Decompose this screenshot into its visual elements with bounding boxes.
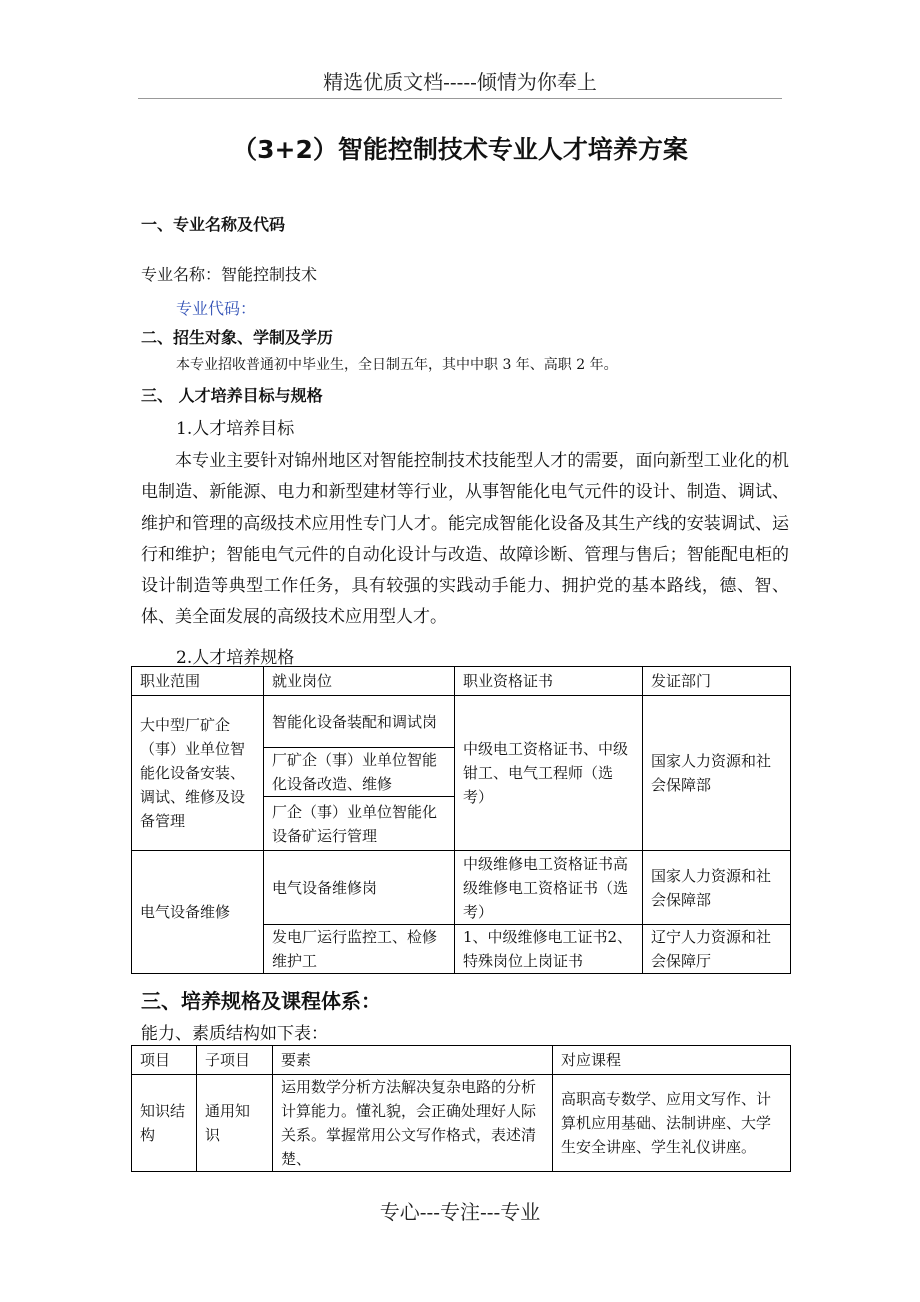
major-code: 专业代码： [176,299,257,318]
section2-text: 本专业招收普通初中毕业生，全日制五年，其中中职 3 年、高职 2 年。 [176,357,618,373]
career-spec-table [131,666,791,974]
certificate-cell: 1、中级维修电工证书2、特殊岗位上岗证书 [455,925,643,974]
section3-heading: 三、 人才培养目标与规格 [141,386,323,405]
table-header-cell: 发证部门 [643,667,791,696]
job-cell: 电气设备维修岗 [264,851,455,925]
training-goal-paragraph: 本专业主要针对锦州地区对智能控制技术技能型人才的需要，面向新型工业化的机电制造、新能源、电力和新型建材等行业，从事智能化电气元件的设计、制造、调试、维护和管理的高级技术应用性专门人才。能完成智能化设备及其生产线的安装调试、运行和维护；智能电气元件的自动化设计与改造、故障诊断、管理与售后；智能配电柜的设计制造等典型工作任务，具有较强的实践动手能力、拥护党的基本路线，德、智、体、美全面发展的高级技术应用型人才。 [141,451,789,628]
table-header-cell: 就业岗位 [264,667,455,696]
ability-structure-table [131,1045,791,1172]
page-footer: 专心---专注---专业 [379,1200,541,1224]
issuer-cell: 国家人力资源和社会保障部 [643,696,791,851]
section4-sub: 能力、素质结构如下表： [141,1024,328,1044]
job-cell: 厂矿企（事）业单位智能化设备改造、维修 [264,748,455,797]
issuer-cell: 辽宁人力资源和社会保障厅 [643,925,791,974]
section3-sub2: 2.人才培养规格 [176,648,295,668]
page-header: 精选优质文档-----倾情为你奉上 [323,70,597,94]
table-header-cell: 对应课程 [553,1046,791,1075]
table-header-cell: 要素 [273,1046,553,1075]
table-header-cell: 职业资格证书 [455,667,643,696]
section1-heading: 一、专业名称及代码 [141,215,286,234]
header-divider [138,98,782,99]
certificate-cell: 中级电工资格证书、中级钳工、电气工程师（选考） [455,696,643,851]
career-scope-cell: 电气设备维修 [132,851,264,974]
job-cell: 发电厂运行监控工、检修维护工 [264,925,455,974]
issuer-cell: 国家人力资源和社会保障部 [643,851,791,925]
job-cell: 厂企（事）业单位智能化设备矿运行管理 [264,797,455,851]
courses-cell: 高职高专数学、应用文写作、计算机应用基础、法制讲座、大学生安全讲座、学生礼仪讲座。 [553,1075,791,1172]
table-header-cell: 子项目 [197,1046,273,1075]
item-cell: 知识结构 [132,1075,197,1172]
section2-heading: 二、招生对象、学制及学历 [141,328,334,347]
table-header-cell: 项目 [132,1046,197,1075]
certificate-cell: 中级维修电工资格证书高级维修电工资格证书（选考） [455,851,643,925]
section3-sub1: 1.人才培养目标 [176,419,295,439]
section4-heading: 三、培养规格及课程体系： [141,989,381,1013]
major-name: 专业名称：智能控制技术 [141,265,318,284]
elements-cell: 运用数学分析方法解决复杂电路的分析计算能力。懂礼貌，会正确处理好人际关系。掌握常用公文写作格式，表述清楚、 [273,1075,553,1172]
table-header-cell: 职业范围 [132,667,264,696]
career-scope-cell: 大中型厂矿企（事）业单位智能化设备安装、调试、维修及设备管理 [132,696,264,851]
subitem-cell: 通用知识 [197,1075,273,1172]
document-title: （3+2）智能控制技术专业人才培养方案 [232,135,688,164]
job-cell: 智能化设备装配和调试岗 [264,696,455,748]
